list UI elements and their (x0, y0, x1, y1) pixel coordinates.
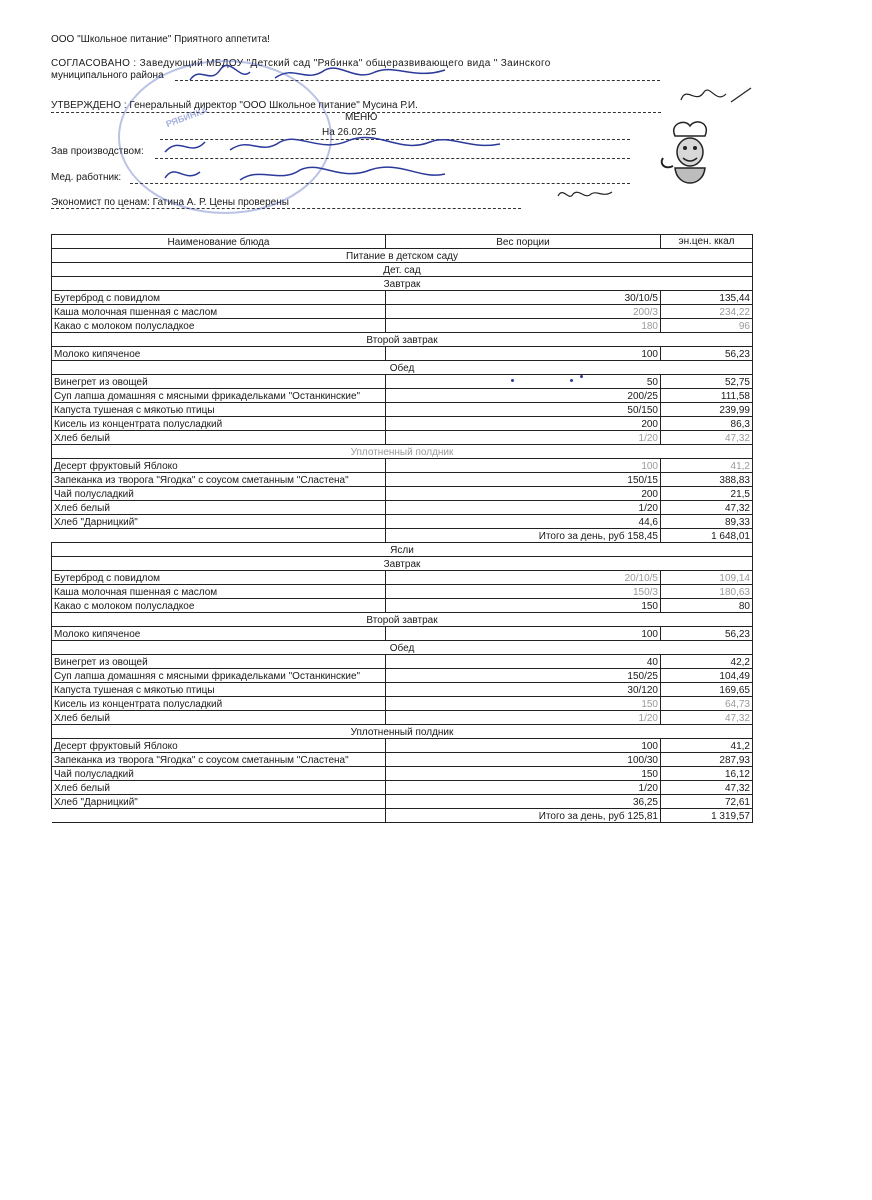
total-blank-cell (52, 529, 386, 543)
dish-name: Бутерброд с повидлом (52, 291, 386, 305)
table-header-row (52, 235, 753, 249)
energy-kcal: 239,99 (661, 403, 753, 417)
table-row (52, 781, 753, 795)
energy-kcal: 47,32 (661, 501, 753, 515)
energy-kcal: 109,14 (661, 571, 753, 585)
chef-mascot-icon (655, 118, 725, 198)
table-row (52, 487, 753, 501)
dish-name: Десерт фруктовый Яблоко (52, 459, 386, 473)
table-row (52, 627, 753, 641)
portion-weight: 200/25 (386, 389, 661, 403)
table-row (52, 403, 753, 417)
energy-kcal: 111,58 (661, 389, 753, 403)
portion-weight: 30/10/5 (386, 291, 661, 305)
energy-kcal: 21,5 (661, 487, 753, 501)
section-row (52, 557, 753, 571)
agreed-line-1: СОГЛАСОВАНО : Заведующий МБДОУ "Детский сад "Рябинка" общеразвивающего вида " Заинского (51, 58, 551, 69)
portion-weight: 44,6 (386, 515, 661, 529)
menu-title: МЕНЮ (345, 112, 378, 123)
economist-signature (555, 184, 615, 206)
dish-name: Чай полусладкий (52, 767, 386, 781)
medic-signature (160, 158, 450, 188)
total-row (52, 809, 753, 823)
portion-weight: 50 (386, 375, 661, 389)
dish-name: Чай полусладкий (52, 487, 386, 501)
portion-weight: 20/10/5 (386, 571, 661, 585)
table-row (52, 389, 753, 403)
section-row (52, 543, 753, 557)
seal-stamp-text: РЯБИНКА (164, 104, 210, 130)
dish-name: Хлеб "Дарницкий" (52, 515, 386, 529)
section-label: Обед (52, 361, 753, 375)
dish-name: Хлеб белый (52, 431, 386, 445)
portion-weight: 40 (386, 655, 661, 669)
section-row (52, 249, 753, 263)
energy-kcal: 96 (661, 319, 753, 333)
section-row (52, 263, 753, 277)
portion-weight: 150/15 (386, 473, 661, 487)
dish-name: Хлеб белый (52, 501, 386, 515)
portion-weight: 150/25 (386, 669, 661, 683)
dish-name: Капуста тушеная с мякотью птицы (52, 683, 386, 697)
section-label: Питание в детском саду (52, 249, 753, 263)
portion-weight: 1/20 (386, 711, 661, 725)
economist-line-underline (51, 208, 521, 209)
section-label: Обед (52, 641, 753, 655)
dish-name: Хлеб белый (52, 781, 386, 795)
table-row (52, 347, 753, 361)
economist-line: Экономист по ценам: Гатина А. Р. Цены проверены (51, 197, 289, 208)
table-row (52, 571, 753, 585)
table-row (52, 515, 753, 529)
portion-weight: 100 (386, 347, 661, 361)
total-blank-cell (52, 809, 386, 823)
energy-kcal: 56,23 (661, 347, 753, 361)
dish-name: Хлеб "Дарницкий" (52, 795, 386, 809)
section-label: Ясли (52, 543, 753, 557)
director-signature (676, 80, 756, 110)
energy-kcal: 16,12 (661, 767, 753, 781)
agreed-line-2: муниципального района (51, 70, 164, 81)
table-row (52, 305, 753, 319)
table-row (52, 291, 753, 305)
total-kcal: 1 319,57 (661, 809, 753, 823)
table-row (52, 501, 753, 515)
table-row (52, 711, 753, 725)
energy-kcal: 169,65 (661, 683, 753, 697)
menu-table (51, 234, 753, 823)
table-row (52, 375, 753, 389)
table-row (52, 655, 753, 669)
menu-table-body (52, 235, 753, 823)
total-label: Итого за день, руб 125,81 (386, 809, 661, 823)
dish-name: Молоко кипяченое (52, 627, 386, 641)
energy-kcal: 52,75 (661, 375, 753, 389)
energy-kcal: 89,33 (661, 515, 753, 529)
menu-date: На 26.02.25 (322, 127, 377, 138)
company-line: ООО "Школьное питание" Приятного аппетита! (51, 34, 270, 45)
portion-weight: 200 (386, 417, 661, 431)
dish-name: Винегрет из овощей (52, 375, 386, 389)
energy-kcal: 56,23 (661, 627, 753, 641)
portion-weight: 50/150 (386, 403, 661, 417)
table-row (52, 753, 753, 767)
total-label: Итого за день, руб 158,45 (386, 529, 661, 543)
dish-name: Какао с молоком полусладкое (52, 319, 386, 333)
portion-weight: 100 (386, 739, 661, 753)
table-row (52, 739, 753, 753)
table-row (52, 767, 753, 781)
portion-weight: 1/20 (386, 431, 661, 445)
table-row (52, 795, 753, 809)
portion-weight: 200/3 (386, 305, 661, 319)
ink-dot (580, 375, 583, 378)
table-row (52, 585, 753, 599)
section-row (52, 641, 753, 655)
dish-name: Хлеб белый (52, 711, 386, 725)
approved-line: УТВЕРЖДЕНО : Генеральный директор "ООО Школьное питание" Мусина Р.И. (51, 100, 418, 111)
section-row (52, 361, 753, 375)
table-row (52, 599, 753, 613)
table-row (52, 697, 753, 711)
portion-weight: 30/120 (386, 683, 661, 697)
total-kcal: 1 648,01 (661, 529, 753, 543)
section-row (52, 445, 753, 459)
dish-name: Молоко кипяченое (52, 347, 386, 361)
portion-weight: 100/30 (386, 753, 661, 767)
dish-name: Кисель из концентрата полусладкий (52, 697, 386, 711)
section-label: Завтрак (52, 277, 753, 291)
portion-weight: 100 (386, 627, 661, 641)
ink-dot (511, 379, 514, 382)
section-row (52, 277, 753, 291)
section-label: Уплотненный полдник (52, 725, 753, 739)
section-label: Завтрак (52, 557, 753, 571)
energy-kcal: 86,3 (661, 417, 753, 431)
table-row (52, 319, 753, 333)
portion-weight: 1/20 (386, 501, 661, 515)
energy-kcal: 64,73 (661, 697, 753, 711)
energy-kcal: 104,49 (661, 669, 753, 683)
table-row (52, 431, 753, 445)
dish-name: Запеканка из творога "Ягодка" с соусом сметанным "Сластена" (52, 753, 386, 767)
dish-name: Суп лапша домашняя с мясными фрикадельками "Останкинские" (52, 389, 386, 403)
portion-weight: 150 (386, 767, 661, 781)
dish-name: Кисель из концентрата полусладкий (52, 417, 386, 431)
dish-name: Суп лапша домашняя с мясными фрикадельками "Останкинские" (52, 669, 386, 683)
energy-kcal: 287,93 (661, 753, 753, 767)
section-label: Уплотненный полдник (52, 445, 753, 459)
energy-kcal: 41,2 (661, 459, 753, 473)
section-row (52, 725, 753, 739)
energy-kcal: 135,44 (661, 291, 753, 305)
col-header-dish: Наименование блюда (52, 235, 386, 249)
col-header-kcal: эн.цен. ккал (661, 235, 753, 249)
dish-name: Винегрет из овощей (52, 655, 386, 669)
portion-weight: 150/3 (386, 585, 661, 599)
col-header-weight: Вес порции (386, 235, 661, 249)
production-signature (160, 130, 510, 160)
production-head-label: Зав производством: (51, 146, 144, 157)
energy-kcal: 180,63 (661, 585, 753, 599)
section-label: Второй завтрак (52, 333, 753, 347)
section-row (52, 333, 753, 347)
energy-kcal: 72,61 (661, 795, 753, 809)
ink-dot (570, 379, 573, 382)
dish-name: Каша молочная пшенная с маслом (52, 585, 386, 599)
dish-name: Каша молочная пшенная с маслом (52, 305, 386, 319)
dish-name: Какао с молоком полусладкое (52, 599, 386, 613)
energy-kcal: 47,32 (661, 431, 753, 445)
section-label: Дет. сад (52, 263, 753, 277)
energy-kcal: 80 (661, 599, 753, 613)
portion-weight: 1/20 (386, 781, 661, 795)
section-row (52, 613, 753, 627)
dish-name: Десерт фруктовый Яблоко (52, 739, 386, 753)
portion-weight: 36,25 (386, 795, 661, 809)
medic-label: Мед. работник: (51, 172, 122, 183)
table-row (52, 683, 753, 697)
energy-kcal: 47,32 (661, 781, 753, 795)
energy-kcal: 41,2 (661, 739, 753, 753)
table-row (52, 459, 753, 473)
portion-weight: 150 (386, 599, 661, 613)
table-row (52, 669, 753, 683)
total-row (52, 529, 753, 543)
portion-weight: 200 (386, 487, 661, 501)
portion-weight: 100 (386, 459, 661, 473)
energy-kcal: 47,32 (661, 711, 753, 725)
energy-kcal: 388,83 (661, 473, 753, 487)
agreed-signature (185, 60, 465, 88)
portion-weight: 150 (386, 697, 661, 711)
dish-name: Запеканка из творога "Ягодка" с соусом сметанным "Сластена" (52, 473, 386, 487)
energy-kcal: 42,2 (661, 655, 753, 669)
table-row (52, 473, 753, 487)
energy-kcal: 234,22 (661, 305, 753, 319)
table-row (52, 417, 753, 431)
dish-name: Капуста тушеная с мякотью птицы (52, 403, 386, 417)
section-label: Второй завтрак (52, 613, 753, 627)
portion-weight: 180 (386, 319, 661, 333)
dish-name: Бутерброд с повидлом (52, 571, 386, 585)
